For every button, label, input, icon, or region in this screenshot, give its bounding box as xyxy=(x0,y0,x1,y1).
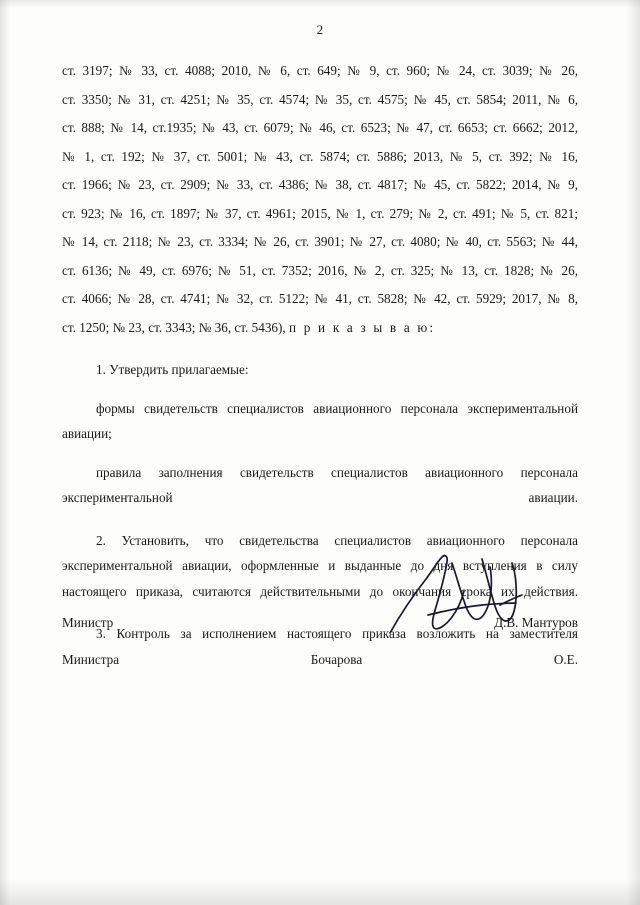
legal-reference-block xyxy=(62,58,578,340)
legal-reference-line: ст. 3197; № 33, ст. 4088; 2010, № 6, ст. 649; № 9, ст. 960; № 24, ст. 3039; № 26, xyxy=(62,63,578,78)
scan-edge-shadow-left xyxy=(0,0,10,905)
paragraph-3: 3. Контроль за исполнением настоящего приказа возложить на заместителя Министра Бочарова О.Е. xyxy=(62,626,578,667)
paragraph-1: 1. Утвердить прилагаемые: xyxy=(96,362,249,377)
scan-edge-shadow-bottom xyxy=(0,879,640,905)
scan-edge-shadow-top xyxy=(0,0,640,8)
minister-label: Министр xyxy=(62,615,114,630)
legal-reference-line: № 14, ст. 2118; № 23, ст. 3334; № 26, ст. 3901; № 27, ст. 4080; № 40, ст. 5563; № 44, xyxy=(62,234,578,249)
legal-reference-line: № 1, ст. 192; № 37, ст. 5001; № 43, ст. 5874; ст. 5886; 2013, № 5, ст. 392; № 16, xyxy=(62,148,578,164)
legal-reference-final-line xyxy=(62,315,578,341)
document-body xyxy=(62,58,578,686)
legal-reference-line: ст. 888; № 14, ст.1935; № 43, ст. 6079; № 46, ст. 6523; № 47, ст. 6653; ст. 6662; 2012, xyxy=(62,120,578,135)
legal-reference-final-prefix: ст. 1250; № 23, ст. 3343; № 36, ст. 5436), xyxy=(62,319,290,335)
legal-reference-line: ст. 3350; № 31, ст. 4251; № 35, ст. 4574; № 35, ст. 4575; № 45, ст. 5854; 2011, № 6, xyxy=(62,91,578,107)
paragraph-2: 2. Установить, что свидетельства специалистов авиационного персонала экспериментальной авиации, оформленные и выданные до дня вступления в силу настоящего приказа, считаются действительными до окончания срока их действия. xyxy=(62,532,578,599)
legal-reference-line: ст. 923; № 16, ст. 1897; № 37, ст. 4961; 2015, № 1, ст. 279; № 2, ст. 491; № 5, ст. 821; xyxy=(62,205,578,221)
signer-name: Д.В. Мантуров xyxy=(494,615,578,630)
legal-reference-line: ст. 4066; № 28, ст. 4741; № 32, ст. 5122; № 41, ст. 5828; № 42, ст. 5929; 2017, № 8, xyxy=(62,291,578,306)
paragraph-forms: формы свидетельств специалистов авиационного персонала экспериментальной авиации; xyxy=(62,400,578,442)
scan-edge-shadow-right xyxy=(626,0,640,905)
legal-reference-line: ст. 1966; № 23, ст. 2909; № 33, ст. 4386; № 38, ст. 4817; № 45, ст. 5822; 2014, № 9, xyxy=(62,177,578,192)
legal-reference-line: ст. 6136; № 49, ст. 6976; № 51, ст. 7352; 2016, № 2, ст. 325; № 13, ст. 1828; № 26, xyxy=(62,262,578,278)
paragraph-rules: правила заполнения свидетельств специалистов авиационного персонала экспериментальной авиации. xyxy=(62,464,578,506)
page-number: 2 xyxy=(316,22,324,37)
order-verb: п р и к а з ы в а ю: xyxy=(289,319,436,335)
